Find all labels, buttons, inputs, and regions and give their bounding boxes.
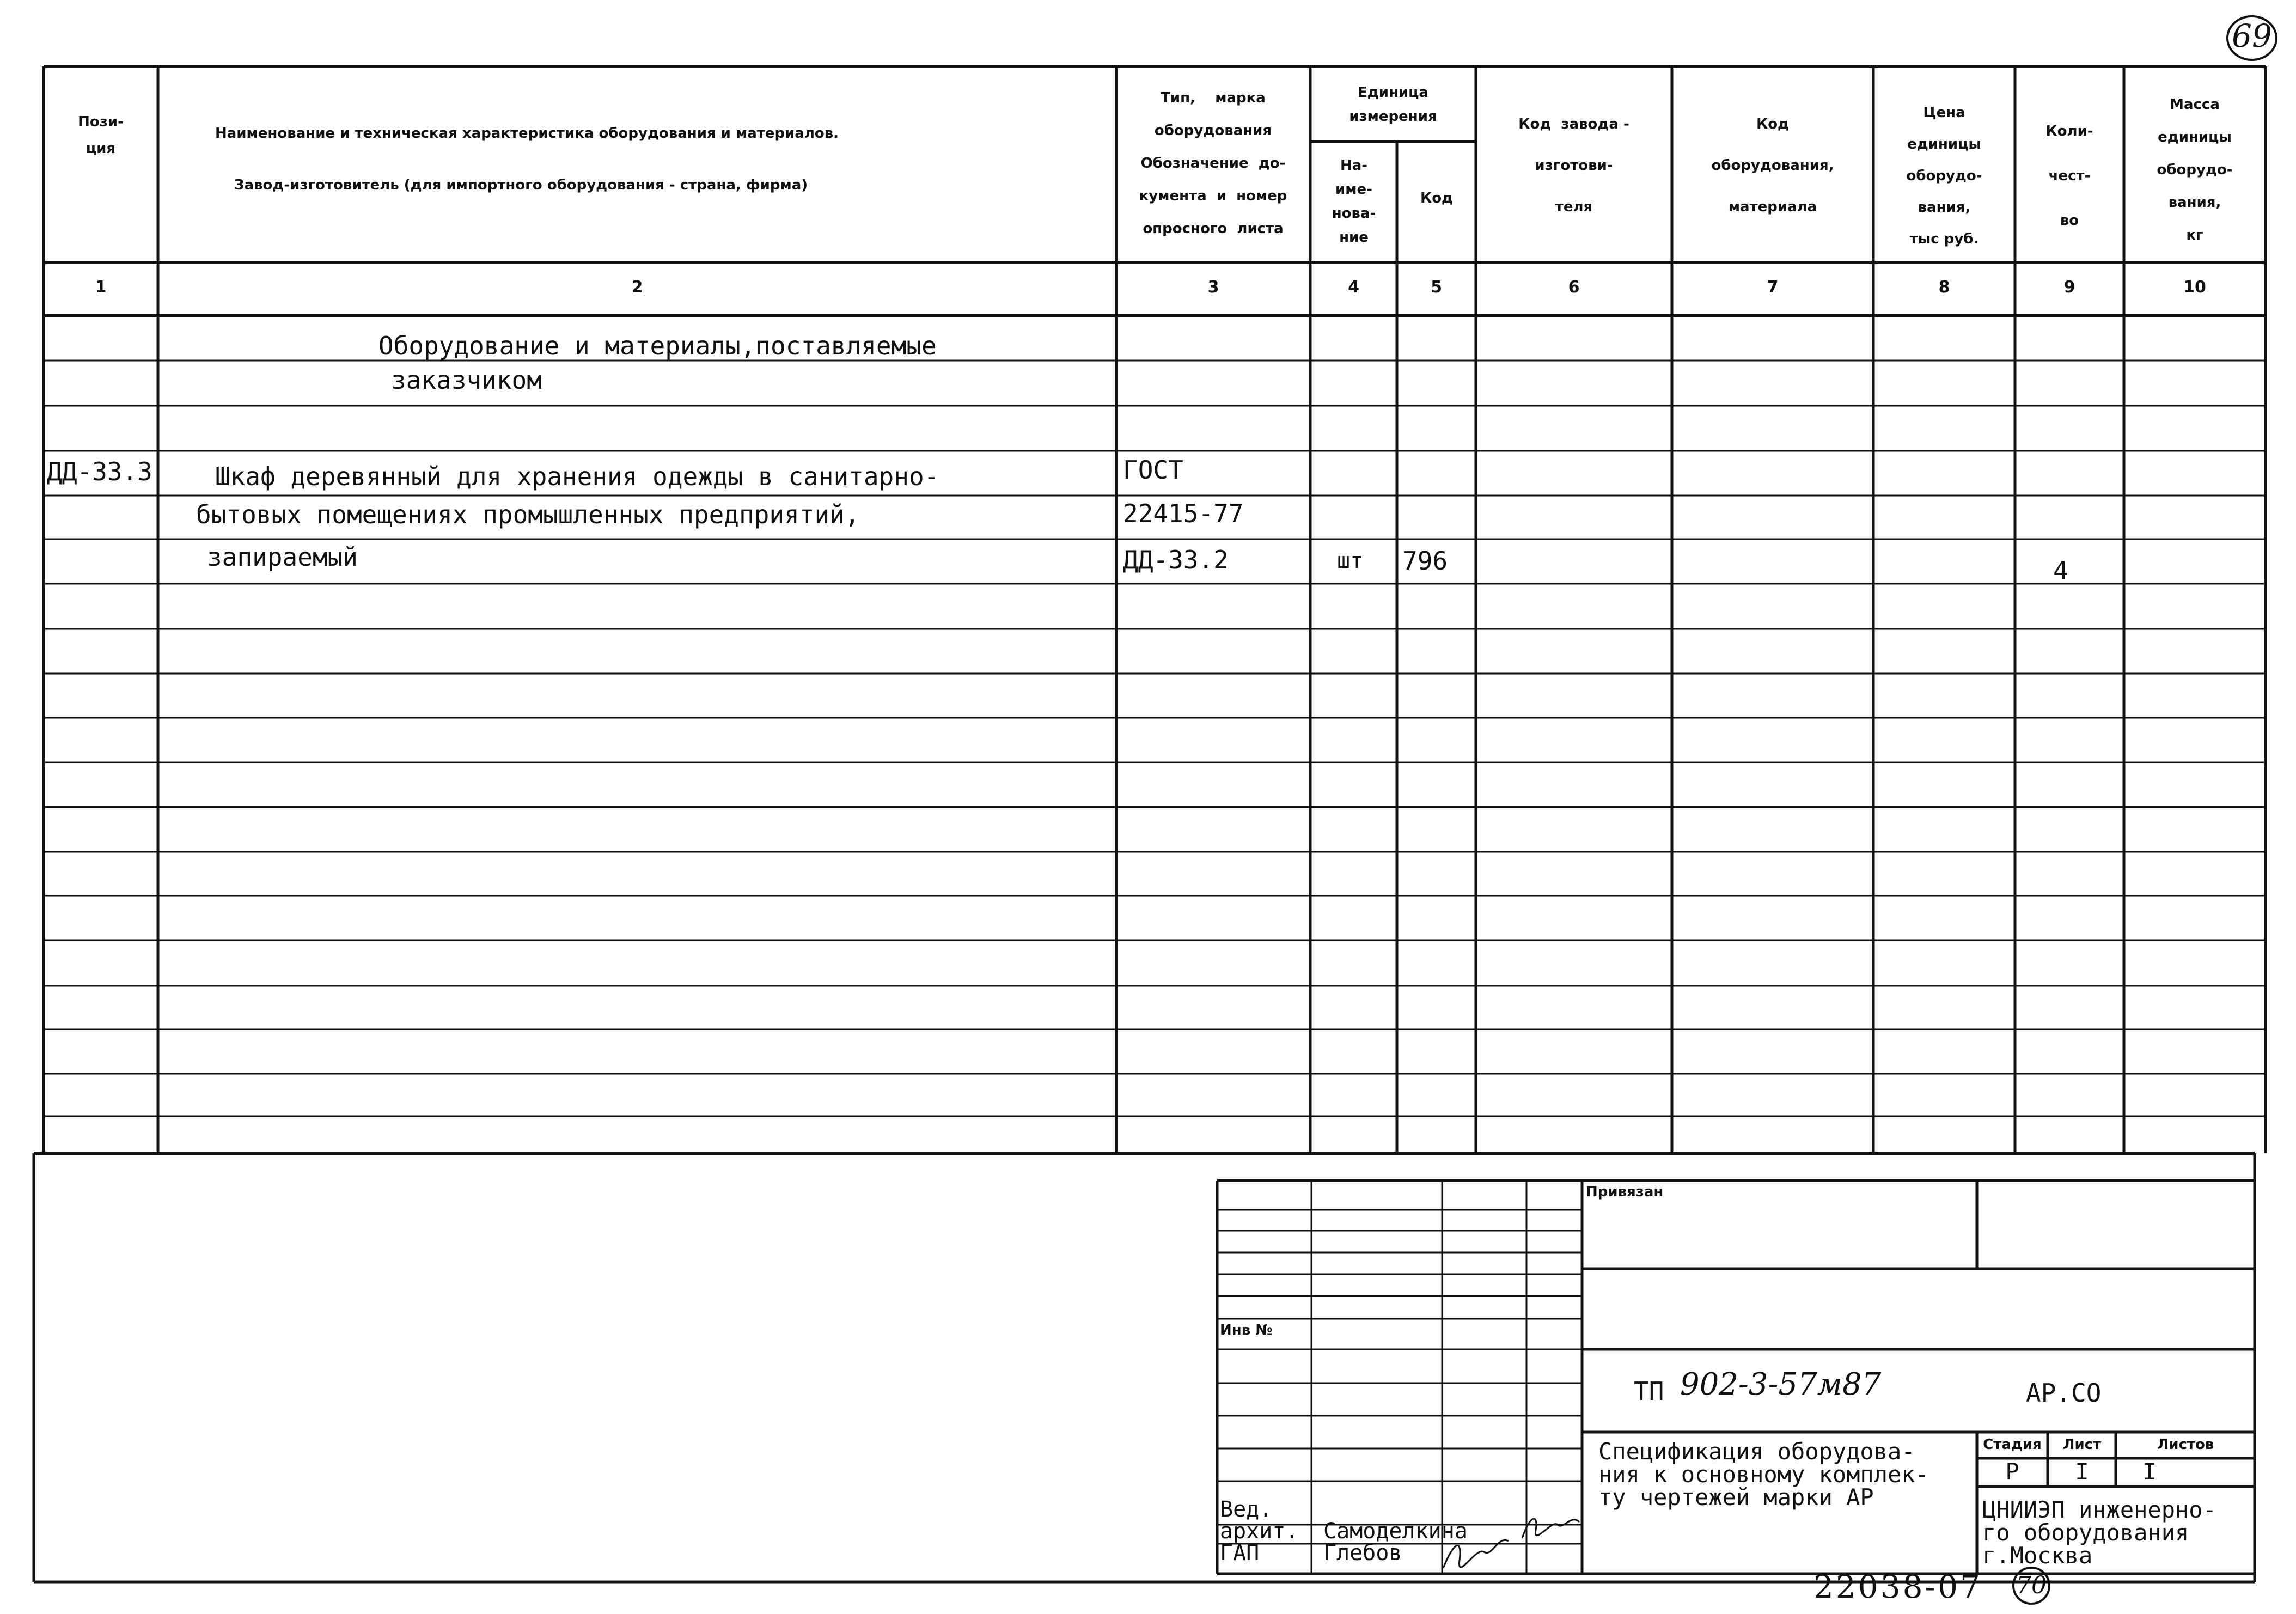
col-header-unit-code: Код [1420,190,1454,206]
col-number-2: 2 [631,278,643,297]
item-name-line1: Шкаф деревянный для хранения одежды в санитарно- [215,462,939,491]
sheet-value: I [2075,1458,2089,1485]
sheet-corner-number: 69 [2232,17,2272,54]
signature-2 [1438,1530,1514,1574]
signature-1 [1519,1508,1585,1546]
section-title-line2: заказчиком [391,365,542,395]
document-description: Спецификация оборудова- ния к основному комплек- ту чертежей марки АР [1598,1438,1929,1511]
sheets-value: I [2142,1458,2157,1485]
footer-number: 22038-07 [1813,1568,1982,1605]
col-number-4: 4 [1348,278,1359,297]
col-header-quantity: Коли- чест- во [2045,123,2093,229]
item-type-line1: ГОСТ [1123,455,1183,485]
col-number-7: 7 [1767,278,1779,297]
item-unit: шт [1337,548,1364,573]
col-header-unit: Единица измерения [1349,84,1437,125]
col-number-9: 9 [2063,278,2075,297]
col-header-unit-name: На- име- нова- ние [1332,157,1376,246]
item-type-line3: ДД-33.2 [1123,545,1229,574]
stage-value: Р [2005,1458,2019,1485]
col-header-position: Пози- ция [78,114,124,157]
item-quantity: 4 [2053,556,2068,585]
col-header-maker-code: Код завода - изготови- теля [1518,116,1629,215]
organization: ЦНИИЭП инженерно- го оборудования г.Москва [1982,1496,2216,1569]
col-number-3: 3 [1207,278,1219,297]
sheets-label: Листов [2157,1436,2214,1453]
col-header-name-line1: Наименование и техническая характеристика оборудования и материалов. [215,125,839,142]
col-header-name-line2: Завод-изготовитель (для импортного оборудования - страна, фирма) [234,177,808,193]
project-prefix: ТП [1634,1377,1664,1406]
item-name-line3: запираемый [207,542,358,572]
col-header-type: Тип, марка оборудования Обозначение до- кумента и номер опросного листа [1139,90,1287,237]
col-header-equipment-code: Код оборудования, материала [1711,116,1834,215]
sheet-label: Лист [2062,1436,2102,1453]
footer-page: 70 [2016,1572,2047,1599]
name-chief-engineer: Глебов [1323,1540,1402,1566]
item-type-line2: 22415-77 [1123,499,1244,528]
col-header-mass: Масса единицы оборудо- вания, кг [2157,96,2233,243]
item-unit-code: 796 [1402,546,1448,576]
role-chief-engineer: ГАП [1220,1540,1260,1566]
item-name-line2: бытовых помещениях промышленных предприятий, [196,500,860,529]
name-lead-architect: Самоделкина [1323,1519,1468,1544]
col-number-1: 1 [95,278,107,297]
col-number-6: 6 [1568,278,1580,297]
item-position: ДД-33.3 [47,457,152,486]
inv-number-label: Инв № [1220,1322,1273,1338]
col-number-10: 10 [2183,278,2206,297]
project-number: 902-3-57м87 [1680,1367,1882,1402]
col-header-price: Цена единицы оборудо- вания, тыс руб. [1906,105,1982,247]
bound-label: Привязан [1586,1184,1664,1200]
col-number-5: 5 [1431,278,1442,297]
document-mark: АР.СО [2026,1378,2102,1408]
col-number-8: 8 [1938,278,1950,297]
stage-label: Стадия [1983,1436,2042,1453]
section-title-line1: Оборудование и материалы,поставляемые [378,331,937,360]
role-lead-architect: Вед. архит. [1220,1497,1299,1544]
